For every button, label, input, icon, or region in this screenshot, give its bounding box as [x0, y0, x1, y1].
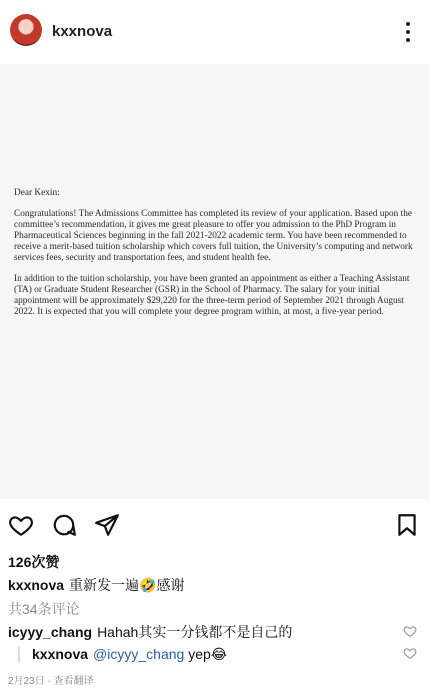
comment-icon[interactable]: [51, 512, 77, 538]
caption-text: 重新发一遍🤣感谢: [69, 577, 185, 593]
more-vertical-icon[interactable]: [398, 20, 418, 44]
comment-text: Hahah其实一分钱都不是自己的: [97, 624, 293, 640]
view-all-comments[interactable]: 共34条评论: [8, 601, 80, 617]
post-date: 2月23日: [8, 676, 45, 687]
heart-icon[interactable]: [8, 512, 34, 538]
letter-paragraph-2: In addition to the tuition scholarship, you have been granted an appointment as either a Teaching Assistant (TA) or Graduate Student Researcher (GSR) in the School of Pharmacy. The salary for your initial appointment will be approximately $29,220 for the three-term period of September 2021 through August 2022. It is expected that you will complete your degree program within, at most, a five-year period.: [14, 274, 410, 317]
share-icon[interactable]: [94, 512, 120, 538]
post-meta: 2月23日 · 查看翻译: [8, 676, 94, 687]
post-username[interactable]: kxxnova: [52, 23, 113, 40]
post-image[interactable]: [0, 64, 430, 499]
reply-username[interactable]: kxxnova: [32, 646, 89, 662]
post-header: [0, 0, 430, 64]
comment-username[interactable]: icyyy_chang: [8, 624, 93, 640]
reply-item: [18, 646, 422, 663]
reply-text: yep😂: [184, 646, 228, 662]
avatar[interactable]: [10, 14, 42, 46]
see-translation-link[interactable]: 查看翻译: [53, 676, 94, 687]
reply-like-icon[interactable]: [403, 646, 417, 660]
likes-count[interactable]: 126次赞: [8, 554, 60, 570]
caption-username[interactable]: kxxnova: [8, 577, 65, 593]
admission-letter: [14, 188, 416, 328]
comment-item: [8, 622, 422, 642]
bookmark-icon[interactable]: [394, 512, 420, 538]
letter-paragraph-1: Congratulations! The Admissions Committee has completed its review of your application. Based upon the committee’s recommendation, it gives me great pleasure to offer you admission to the PhD Program in Pharmaceutical Sciences beginning in the fall 2021-2022 academic term. You have been recommended to receive a merit-based tuition scholarship which covers full tuition, the University’s computing and network services fees, security and transportation fees, and student health fee.: [14, 209, 413, 263]
caption: [8, 575, 184, 595]
action-bar: [0, 500, 430, 546]
comment-like-icon[interactable]: [403, 624, 417, 638]
letter-greeting: Dear Kexin:: [14, 188, 60, 198]
reply-mention[interactable]: @icyyy_chang: [93, 646, 185, 662]
